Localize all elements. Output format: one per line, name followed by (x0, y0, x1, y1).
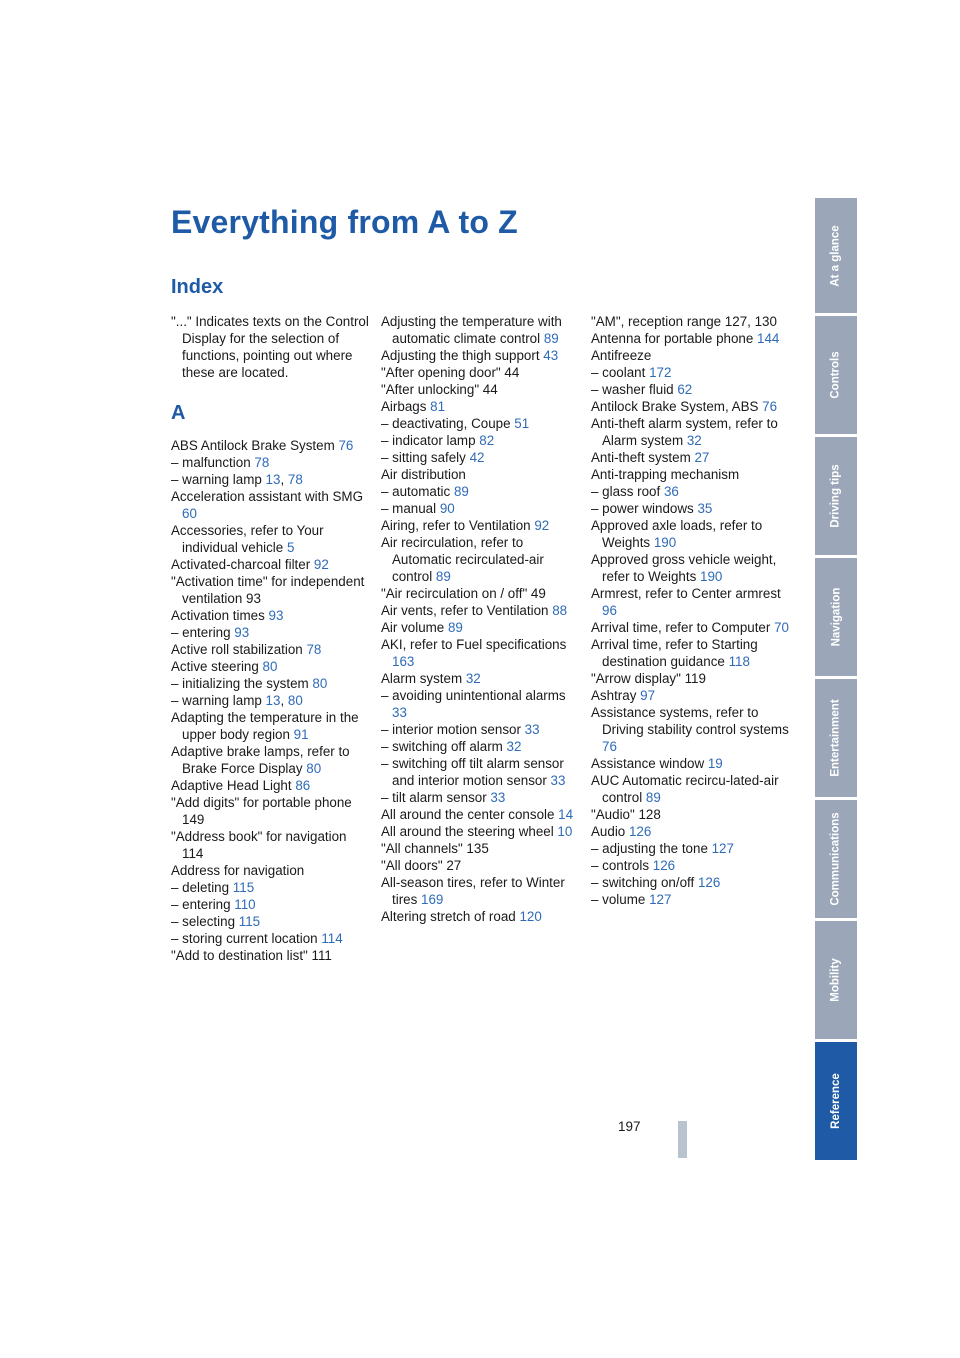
index-entry-text: "Audio" 128 (591, 807, 661, 822)
index-page-link[interactable]: 90 (439, 501, 455, 516)
index-page-link[interactable]: 42 (469, 450, 485, 465)
index-entry (171, 573, 371, 607)
index-page-link[interactable]: 93 (234, 625, 250, 640)
index-entry (591, 670, 791, 687)
index-entry-text: – volume (591, 892, 650, 907)
index-entry-text: Anti-theft system (591, 450, 695, 465)
index-entry (381, 585, 581, 602)
index-entry-text: Anti-theft alarm system, refer to Alarm system (591, 416, 778, 448)
index-entry-text: – power windows (591, 501, 698, 516)
index-entry-text: "Activation time" for independent ventilation 93 (171, 574, 365, 606)
index-entry-text: Activation times (171, 608, 269, 623)
index-entry-text: "Air recirculation on / off" 49 (381, 586, 546, 601)
index-page-link[interactable]: 5 (286, 540, 295, 555)
index-entry (591, 415, 791, 449)
index-entry-text: Antenna for portable phone (591, 331, 758, 346)
index-entry (381, 364, 581, 381)
section-subtitle: Index (171, 276, 224, 298)
index-entry (591, 704, 791, 755)
index-entry (591, 381, 791, 398)
index-entry (381, 381, 581, 398)
index-page-link[interactable]: 33 (392, 705, 407, 720)
index-entry (381, 415, 581, 432)
index-page-link[interactable]: 115 (238, 914, 261, 929)
index-entry (591, 517, 791, 551)
index-page-link[interactable]: 126 (652, 858, 676, 873)
index-page-link[interactable]: 169 (421, 892, 444, 907)
index-entry (591, 755, 791, 772)
index-entry (591, 687, 791, 704)
index-page-link[interactable]: 27 (694, 450, 710, 465)
index-entry-text: – switching off alarm (381, 739, 507, 754)
index-entry (591, 449, 791, 466)
chapter-tab-label: Entertainment (830, 699, 843, 777)
index-page-link[interactable]: 33 (524, 722, 540, 737)
index-entries-col2 (381, 313, 581, 925)
index-entry-text: Address for navigation (171, 863, 305, 878)
index-entry-text: AUC Automatic recircu-lated-air control (591, 773, 779, 805)
index-entry (171, 794, 371, 828)
index-entry-text: – manual (381, 501, 440, 516)
index-page-link[interactable]: 10 (557, 824, 573, 839)
index-entry (381, 636, 581, 670)
index-page-link[interactable]: 118 (728, 654, 750, 669)
index-entry-text: – deactivating, Coupe (381, 416, 515, 431)
index-entry (171, 947, 371, 964)
index-entry-text: All around the steering wheel (381, 824, 558, 839)
index-entry (171, 488, 371, 522)
index-entry-text: Armrest, refer to Center armrest (591, 586, 781, 601)
index-page-link[interactable]: 89 (453, 484, 469, 499)
index-page-link[interactable]: 126 (628, 824, 652, 839)
chapter-tab-label: Reference (830, 1073, 842, 1129)
index-entry-text: Antilock Brake System, ABS (591, 399, 763, 414)
chapter-tab-mobility[interactable] (815, 921, 857, 1039)
index-entry-text: – automatic (381, 484, 454, 499)
index-entry-text: – avoiding unintentional alarms (381, 688, 566, 703)
index-entry-text: – entering (171, 625, 235, 640)
index-entry-text: "Add to destination list" 111 (171, 948, 332, 963)
index-entry-text: Ashtray (591, 688, 641, 703)
index-entry (381, 466, 581, 483)
index-entry-text: – warning lamp (171, 472, 266, 487)
index-entry-text: – initializing the system (171, 676, 313, 691)
index-page-link[interactable]: 127 (711, 841, 734, 856)
chapter-tab-entertainment[interactable] (815, 679, 857, 797)
index-entry-text: Air recirculation, refer to Automatic recirculated-air control (381, 535, 544, 584)
index-entry (591, 891, 791, 908)
index-entry (591, 330, 791, 347)
index-entry (591, 483, 791, 500)
chapter-tab-driving-tips[interactable] (815, 437, 857, 555)
index-page-link[interactable]: 32 (686, 433, 702, 448)
index-entry: – warning lamp 13, 80 (171, 693, 303, 708)
index-page-link[interactable]: 190 (653, 535, 677, 550)
index-entry-text: – switching on/off (591, 875, 698, 890)
index-page-link[interactable]: 126 (697, 875, 721, 890)
index-entry-text: – sitting safely (381, 450, 470, 465)
index-entry-text: Adaptive Head Light (171, 778, 296, 793)
index-entry-text: – entering (171, 897, 235, 912)
index-entry (171, 743, 371, 777)
index-page-link[interactable]: 89 (645, 790, 661, 805)
index-page-link[interactable]: 163 (392, 654, 415, 669)
index-entry-text: – malfunction (171, 455, 255, 470)
index-entry (381, 517, 581, 534)
index-page-link[interactable]: 114 (321, 931, 343, 946)
index-entry (591, 874, 791, 891)
index-page-link[interactable]: 172 (649, 365, 672, 380)
index-entry (171, 658, 371, 675)
index-page-link[interactable]: 80 (312, 676, 328, 691)
index-entry (591, 772, 791, 806)
index-entry (381, 534, 581, 585)
index-column-2 (381, 313, 581, 925)
index-entry (171, 828, 371, 862)
index-entry-text: "Arrow display" 119 (591, 671, 706, 686)
index-entry-text: Altering stretch of road (381, 909, 520, 924)
index-entry-text: Arrival time, refer to Computer (591, 620, 775, 635)
index-entry-text: "AM", reception range 127, 130 (591, 314, 777, 329)
index-page-link[interactable]: 78 (254, 455, 270, 470)
index-entry-text: – interior motion sensor (381, 722, 525, 737)
index-entry-text: Adjusting the thigh support (381, 348, 544, 363)
index-entry (381, 398, 581, 415)
index-entry-text: Approved gross vehicle weight, refer to Weights (591, 552, 777, 584)
index-entry-text: – tilt alarm sensor (381, 790, 491, 805)
index-page-link[interactable]: 32 (465, 671, 481, 686)
index-entry (381, 432, 581, 449)
chapter-tab-label: Communications (830, 812, 843, 906)
chapter-tab-reference[interactable] (815, 1042, 857, 1160)
index-page-link[interactable]: 127 (649, 892, 672, 907)
index-page-link[interactable]: 190 (700, 569, 723, 584)
index-entry-text: ABS Antilock Brake System (171, 438, 339, 453)
index-entry (171, 896, 371, 913)
index-entry-text: Arrival time, refer to Starting destination guidance (591, 637, 758, 669)
index-entry-text: – deleting (171, 880, 233, 895)
index-entry-text: Adaptive brake lamps, refer to Brake Force Display (171, 744, 350, 776)
chapter-tab-label: Mobility (830, 958, 843, 1002)
index-entry-text: Assistance window (591, 756, 708, 771)
index-entry-text: Airbags (381, 399, 431, 414)
page-number-bar (678, 1121, 687, 1158)
index-page-link[interactable]: 36 (663, 484, 679, 499)
index-entry (381, 789, 581, 806)
index-entry (381, 874, 581, 908)
index-entry (591, 551, 791, 585)
chapter-tab-label: Controls (830, 351, 842, 399)
chapter-tab-label: Driving tips (830, 464, 843, 528)
index-entry-text: – selecting (171, 914, 239, 929)
index-entry-text: Air distribution (381, 467, 466, 482)
index-entry (171, 641, 371, 658)
index-entry (381, 313, 581, 347)
index-entry-text: – warning lamp (171, 693, 266, 708)
index-entry-text: Audio (591, 824, 629, 839)
index-entry (381, 449, 581, 466)
index-entry (171, 913, 371, 930)
index-entry-text: – glass roof (591, 484, 664, 499)
index-entry (381, 483, 581, 500)
index-entry (381, 755, 581, 789)
index-page-link[interactable]: 70 (774, 620, 789, 635)
index-entry (591, 585, 791, 619)
index-page-link[interactable]: 51 (514, 416, 530, 431)
index-entry (171, 709, 371, 743)
index-entry-text: – adjusting the tone (591, 841, 712, 856)
index-entry-text: Active roll stabilization (171, 642, 307, 657)
index-entry-text: Air volume (381, 620, 448, 635)
index-entry-text: Approved axle loads, refer to Weights (591, 518, 763, 550)
index-page-link[interactable]: 13 (265, 693, 281, 708)
index-entry (381, 687, 581, 721)
index-entry (591, 347, 791, 364)
index-entry (171, 522, 371, 556)
index-column-3 (591, 313, 791, 908)
index-page-link[interactable]: 33 (490, 790, 506, 805)
index-entry (171, 675, 371, 692)
index-entry (381, 670, 581, 687)
index-entry-text: – washer fluid (591, 382, 678, 397)
index-entry (171, 607, 371, 624)
index-entry (381, 602, 581, 619)
index-entry (591, 500, 791, 517)
index-entry (171, 930, 371, 947)
index-letter-heading: A (171, 402, 186, 424)
index-entries-col3 (591, 313, 791, 908)
chapter-tabs (815, 198, 857, 1160)
index-page-link[interactable]: 32 (506, 739, 522, 754)
index-page-link[interactable]: 43 (543, 348, 559, 363)
index-page-link[interactable]: 120 (519, 909, 542, 924)
index-entry (591, 619, 791, 636)
index-entry: – warning lamp 13, 78 (171, 472, 303, 487)
chapter-tab-label: At a glance (830, 224, 843, 287)
index-page-link[interactable]: 76 (762, 399, 778, 414)
index-entry (381, 721, 581, 738)
index-entry-text: Adapting the temperature in the upper body region (171, 710, 359, 742)
index-page-link[interactable]: 78 (306, 642, 322, 657)
index-entry-text: AKI, refer to Fuel specifications (381, 637, 567, 652)
index-entry (591, 398, 791, 415)
index-entry (591, 313, 791, 330)
index-page-link[interactable]: 91 (293, 727, 309, 742)
index-intro: "..." Indicates texts on the Control Display for the selection of functions, pointing out where these are located. (171, 314, 369, 380)
index-entry (381, 500, 581, 517)
index-entry (591, 857, 791, 874)
index-entry (381, 619, 581, 636)
index-entry-text: Anti-trapping mechanism (591, 467, 740, 482)
index-page-link[interactable]: 35 (697, 501, 713, 516)
page-number: 197 (618, 1119, 641, 1134)
index-entry-text: Active steering (171, 659, 263, 674)
index-page-link[interactable]: 13 (265, 472, 281, 487)
index-page-link[interactable]: 92 (534, 518, 550, 533)
chapter-tab-controls[interactable] (815, 316, 857, 434)
index-page-link[interactable]: 96 (602, 603, 617, 618)
index-page-link[interactable]: 86 (295, 778, 311, 793)
chapter-tab-navigation[interactable] (815, 558, 857, 676)
index-entry-text: All around the center console (381, 807, 559, 822)
index-page-link[interactable]: 78 (287, 472, 303, 487)
index-entry (171, 437, 371, 454)
index-entry-text: Accessories, refer to Your individual vehicle (171, 523, 324, 555)
chapter-tab-at-a-glance[interactable] (815, 198, 857, 313)
index-entry (381, 806, 581, 823)
index-entry-text: – controls (591, 858, 653, 873)
index-entry (591, 823, 791, 840)
index-entry-text: "All doors" 27 (381, 858, 462, 873)
index-entry-text: – indicator lamp (381, 433, 480, 448)
index-page-link[interactable]: 80 (287, 693, 303, 708)
index-entry (171, 777, 371, 794)
index-page-link[interactable]: 88 (552, 603, 568, 618)
index-page-link[interactable]: 82 (479, 433, 495, 448)
index-entry (171, 454, 371, 471)
index-entry (381, 840, 581, 857)
page-title: Everything from A to Z (171, 204, 518, 240)
index-page-link[interactable]: 80 (306, 761, 322, 776)
index-entry-text: Adjusting the temperature with automatic climate control (381, 314, 562, 346)
index-entry (591, 466, 791, 483)
index-entry-text: Alarm system (381, 671, 466, 686)
index-entry (381, 823, 581, 840)
index-entry (171, 879, 371, 896)
index-entry-text: – switching off tilt alarm sensor and interior motion sensor (381, 756, 564, 788)
index-entry (591, 840, 791, 857)
index-entry-text: Assistance systems, refer to Driving stability control systems (591, 705, 789, 737)
index-entry (381, 347, 581, 364)
index-page-link[interactable]: 19 (707, 756, 723, 771)
index-entry-text: "After opening door" 44 (381, 365, 520, 380)
index-entry (381, 738, 581, 755)
index-entry-text: Antifreeze (591, 348, 652, 363)
index-entry-text: Airing, refer to Ventilation (381, 518, 535, 533)
index-page-link[interactable]: 76 (338, 438, 354, 453)
index-page-link[interactable]: 92 (313, 557, 329, 572)
index-page-link[interactable]: 60 (182, 506, 197, 521)
index-page-link[interactable]: 76 (602, 739, 617, 754)
index-entry-text: "After unlocking" 44 (381, 382, 498, 397)
index-entry (591, 364, 791, 381)
index-entry-text: – coolant (591, 365, 650, 380)
index-entry-text: Acceleration assistant with SMG (171, 489, 364, 504)
index-entry-text: Air vents, refer to Ventilation (381, 603, 553, 618)
index-entry (171, 862, 371, 879)
index-page-link[interactable]: 81 (430, 399, 446, 414)
index-entry-text: "All channels" 135 (381, 841, 489, 856)
index-page-link[interactable]: 110 (234, 897, 256, 912)
index-page-link[interactable]: 33 (550, 773, 566, 788)
index-entry-text: – storing current location (171, 931, 322, 946)
index-entry (381, 857, 581, 874)
index-entry-text: "Address book" for navigation 114 (171, 829, 347, 861)
index-page-link[interactable]: 93 (268, 608, 284, 623)
index-page-link[interactable]: 144 (757, 331, 780, 346)
index-entry (171, 556, 371, 573)
index-page-link[interactable]: 89 (543, 331, 559, 346)
index-page-link[interactable]: 97 (640, 688, 656, 703)
index-page-link[interactable]: 14 (558, 807, 574, 822)
index-column-1 (171, 313, 371, 964)
chapter-tab-label: Navigation (830, 587, 843, 647)
index-page-link[interactable]: 115 (232, 880, 255, 895)
index-entry-text: Activated-charcoal filter (171, 557, 314, 572)
index-entry-text: "Add digits" for portable phone 149 (171, 795, 352, 827)
index-page-link[interactable]: 62 (677, 382, 693, 397)
index-entry (591, 636, 791, 670)
index-entry-text: All-season tires, refer to Winter tires (381, 875, 565, 907)
chapter-tab-communications[interactable] (815, 800, 857, 918)
index-entry (171, 624, 371, 641)
index-entry (381, 908, 581, 925)
index-page-link[interactable]: 80 (262, 659, 278, 674)
index-page-link[interactable]: 89 (435, 569, 451, 584)
index-page-link[interactable]: 89 (447, 620, 463, 635)
index-entries-col1 (171, 437, 371, 964)
index-entry (591, 806, 791, 823)
